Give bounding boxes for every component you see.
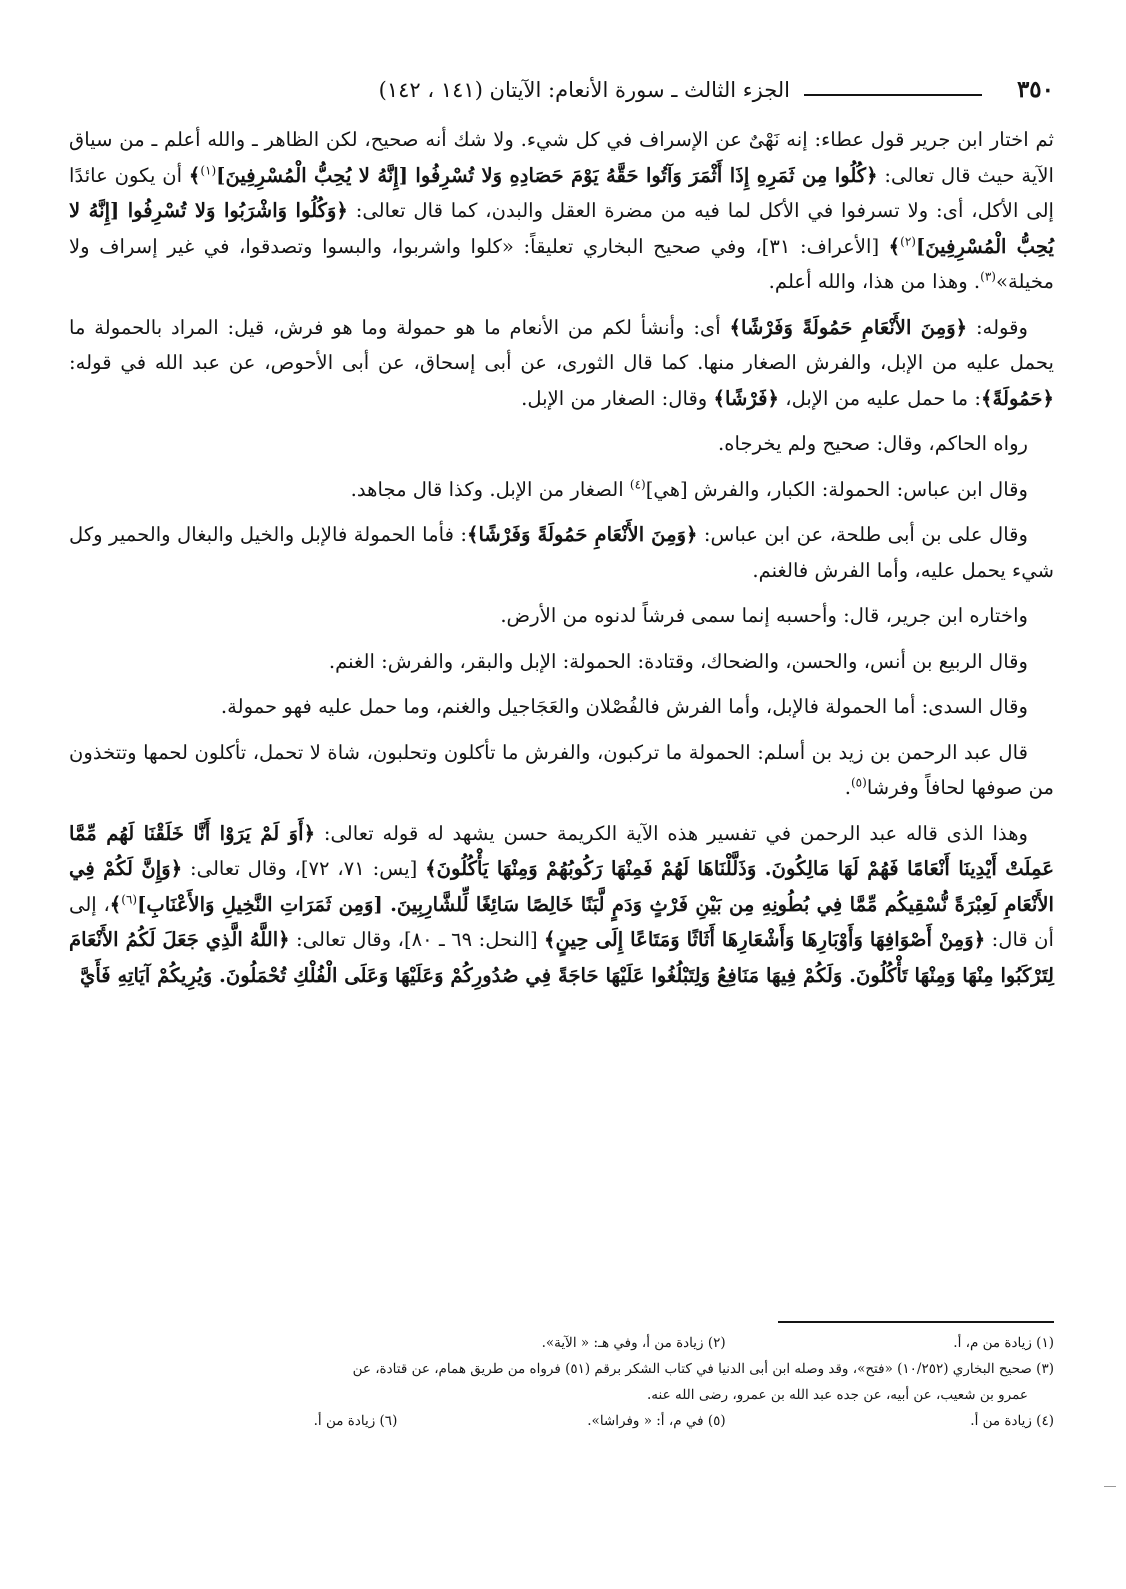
running-header [70,74,1054,114]
footnote-ref-2: (٢) [900,233,916,248]
paragraph-1: ثم اختار ابن جرير قول عطاء: إنه نَهْىٌ عن الإسراف في كل شيء. ولا شك أنه صحيح، لكن الظاهر ـ والله أعلم ـ من سياق الآية حيث قال تعالى: ﴿كُلُوا مِن ثَمَرِهِ إِذَا أَثْمَرَ وَآتُوا حَقَّهُ يَوْمَ حَصَادِهِ وَلا تُسْرِفُوا [إِنَّهُ لا يُحِبُّ الْمُسْرِفِينَ]$^{(١)}$﴾ أن يكون عائدًا إلى الأكل، أى: ولا تسرفوا في الأكل لما فيه من مضرة العقل والبدن، كما قال تعالى: ﴿وَكُلُوا وَاشْرَبُوا وَلا تُسْرِفُوا [إِنَّهُ لا يُحِبُّ الْمُسْرِفِينَ]$^{(٢)}$﴾ [الأعراف: ٣١]، وفي صحيح البخاري تعليقاً: «كلوا واشربوا، والبسوا وتصدقوا، في غير إسراف ولا مخيلة»$^{(٣)}$. وهذا من هذا، والله أعلم. [69,128,1055,293]
footnote-2: (٢) زيادة من أ، وفي هـ: « الآية». [541,1335,726,1351]
footnote-rule [778,1321,1054,1323]
margin-mark [1104,1486,1116,1487]
quran-word: ﴿فَرْشًا﴾ [713,386,780,410]
quran-close-bracket: ﴾ [888,234,901,258]
quran-verse: ﴿وَمِنَ الأَنْعَامِ حَمُولَةً وَفَرْشًا﴾ [729,315,968,339]
footnote-row [69,1330,1054,1356]
quran-verse: ﴿وَكُلُوا وَاشْرَبُوا وَلا تُسْرِفُوا [إِنَّهُ لا يُحِبُّ الْمُسْرِفِينَ] [69,199,1054,258]
quran-verse: ﴿وَإِنَّ لَكُمْ فِي الأَنْعَامِ لَعِبْرَةً نُّسْقِيكُم مِّمَّا فِي بُطُونِهِ مِن بَيْنِ فَرْثٍ وَدَمٍ لَّبَنًا خَالِصًا سَائِغًا لِّلشَّارِبِينَ. [وَمِن ثَمَرَاتِ النَّخِيلِ وَالأَعْنَابِ] [69,857,1054,916]
paragraph-5: وقال على بن أبى طلحة، عن ابن عباس: ﴿وَمِنَ الأَنْعَامِ حَمُولَةً وَفَرْشًا﴾: فأما الحمولة فالإبل والخيل والبغال والحمير وكل شيء يحمل عليه، وأما الفرش فالغنم. [69,523,1054,582]
footnote-ref-5: (٥) [850,775,867,790]
footnote-row [69,1408,1054,1434]
quran-close-bracket: ﴾ [188,163,201,187]
paragraph-7: وقال الربيع بن أنس، والحسن، والضحاك، وقتادة: الحمولة: الإبل والبقر، والفرش: الغنم. [328,649,1028,673]
footnote-5: (٥) في م، أ: « وفراشا». [587,1413,726,1429]
footnote-3-continued: عمرو بن شعيب، عن أبيه، عن جده عبد الله بن عمرو، رضى الله عنه. [647,1387,1028,1403]
header-rule [804,94,982,96]
footnotes [69,1330,1054,1434]
footnote-3: (٣) صحيح البخاري (١٠/٢٥٢) «فتح»، وقد وصله ابن أبى الدنيا في كتاب الشكر برقم (٥١) فرواه من طريق همام، عن قتادة، عن [352,1361,1054,1377]
footnote-4: (٤) زيادة من أ. [970,1413,1054,1429]
quran-verse: ﴿وَمِنْ أَصْوَافِهَا وَأَوْبَارِهَا وَأَشْعَارِهَا أَثَاثًا وَمَتَاعًا إِلَى حِينٍ﴾ [544,928,986,951]
paragraph-2: وقوله: ﴿وَمِنَ الأَنْعَامِ حَمُولَةً وَفَرْشًا﴾ أى: وأنشأ لكم من الأنعام ما هو حمولة وما هو فرش، قيل: المراد بالحمولة ما يحمل عليه من الإبل، والفرش الصغار منها. كما قال الثورى، عن أبى إسحاق، عن أبى الأحوص، عن عبد الله في قوله: ﴿حَمُولَةً﴾: ما حمل عليه من الإبل، ﴿فَرْشًا﴾ وقال: الصغار من الإبل. [69,315,1054,410]
quran-close-bracket: ﴾ [109,892,122,916]
quran-verse: ﴿أَوَ لَمْ يَرَوْا أَنَّا خَلَقْنَا لَهُم مِّمَّا عَمِلَتْ أَيْدِينَا أَنْعَامًا فَهُمْ لَهَا مَالِكُونَ. وَذَلَّلْنَاهَا لَهُمْ فَمِنْهَا رَكُوبُهُمْ وَمِنْهَا يَأْكُلُونَ﴾ [69,821,1055,880]
paragraph-10: وهذا الذى قاله عبد الرحمن في تفسير هذه الآية الكريمة حسن يشهد له قوله تعالى: ﴿أَوَ لَمْ يَرَوْا أَنَّا خَلَقْنَا لَهُم مِّمَّا عَمِلَتْ أَيْدِينَا أَنْعَامًا فَهُمْ لَهَا مَالِكُونَ. وَذَلَّلْنَاهَا لَهُمْ فَمِنْهَا رَكُوبُهُمْ وَمِنْهَا يَأْكُلُونَ﴾ [يس: ٧١، ٧٢]، وقال تعالى: ﴿وَإِنَّ لَكُمْ فِي الأَنْعَامِ لَعِبْرَةً نُّسْقِيكُم مِّمَّا فِي بُطُونِهِ مِن بَيْنِ فَرْثٍ وَدَمٍ لَّبَنًا خَالِصًا سَائِغًا لِّلشَّارِبِينَ. [وَمِن ثَمَرَاتِ النَّخِيلِ وَالأَعْنَابِ]$^{(٦)}$﴾، إلى أن قال: ﴿وَمِنْ أَصْوَافِهَا وَأَوْبَارِهَا وَأَشْعَارِهَا أَثَاثًا وَمَتَاعًا إِلَى حِينٍ﴾ [النحل: ٦٩ ـ ٨٠]، وقال تعالى: ﴿اللَّهُ الَّذِي جَعَلَ لَكُمُ الأَنْعَامَ لِتَرْكَبُوا مِنْهَا وَمِنْهَا تَأْكُلُونَ. وَلَكُمْ فِيهَا مَنَافِعُ وَلِتَبْلُغُوا عَلَيْهَا حَاجَةً فِي صُدُورِكُمْ وَعَلَيْهَا وَعَلَى الْفُلْكِ تُحْمَلُونَ. وَيُرِيكُمْ آيَاتِهِ فَأَيَّ [69,821,1055,987]
quran-verse: ﴿كُلُوا مِن ثَمَرِهِ إِذَا أَثْمَرَ وَآتُوا حَقَّهُ يَوْمَ حَصَادِهِ وَلا تُسْرِفُوا [إِنَّهُ لا يُحِبُّ الْمُسْرِفِينَ] [216,163,878,187]
footnote-1: (١) زيادة من م، أ. [953,1335,1054,1351]
paragraph-8: وقال السدى: أما الحمولة فالإبل، وأما الفرش فالفُصْلان والعَجَاجيل والغنم، وما حمل عليه فهو حمولة. [220,695,1028,718]
paragraph-9: قال عبد الرحمن بن زيد بن أسلم: الحمولة ما تركبون، والفرش ما تأكلون وتحلبون، شاة لا تحمل، تأكلون لحمها وتتخذون من صوفها لحافاً وفرشا$^{(٥)}$. [69,740,1054,799]
main-text [69,122,1054,1003]
footnote-6: (٦) زيادة من أ. [313,1413,398,1429]
page-number: ٣٥٠ [1016,76,1054,103]
paragraph-4: وقال ابن عباس: الحمولة: الكبار، والفرش [هي]$^{(٤)}$ الصغار من الإبل. وكذا قال مجاهد. [350,476,1028,501]
footnote-ref-1: (١) [200,162,217,177]
footnote-ref-4: (٤) [629,476,646,491]
footnote-ref-3: (٣) [980,269,996,284]
paragraph-3: رواه الحاكم، وقال: صحيح ولم يخرجاه. [718,432,1028,455]
quran-verse: ﴿وَمِنَ الأَنْعَامِ حَمُولَةً وَفَرْشًا﴾ [466,523,698,546]
quran-verse: ﴿اللَّهُ الَّذِي جَعَلَ لَكُمُ الأَنْعَامَ لِتَرْكَبُوا مِنْهَا وَمِنْهَا تَأْكُلُونَ. وَلَكُمْ فِيهَا مَنَافِعُ وَلِتَبْلُغُوا عَلَيْهَا حَاجَةً فِي صُدُورِكُمْ وَعَلَيْهَا وَعَلَى الْفُلْكِ تُحْمَلُونَ. وَيُرِيكُمْ آيَاتِهِ فَأَيَّ [69,928,1054,987]
quran-word: ﴿حَمُولَةً﴾ [981,386,1054,410]
footnote-ref-6: (٦) [121,891,138,906]
running-title: الجزء الثالث ـ سورة الأنعام: الآيتان (١٤١ ، ١٤٢) [378,78,790,102]
paragraph-6: واختاره ابن جرير، قال: وأحسبه إنما سمى فرشاً لدنوه من الأرض. [500,604,1028,627]
